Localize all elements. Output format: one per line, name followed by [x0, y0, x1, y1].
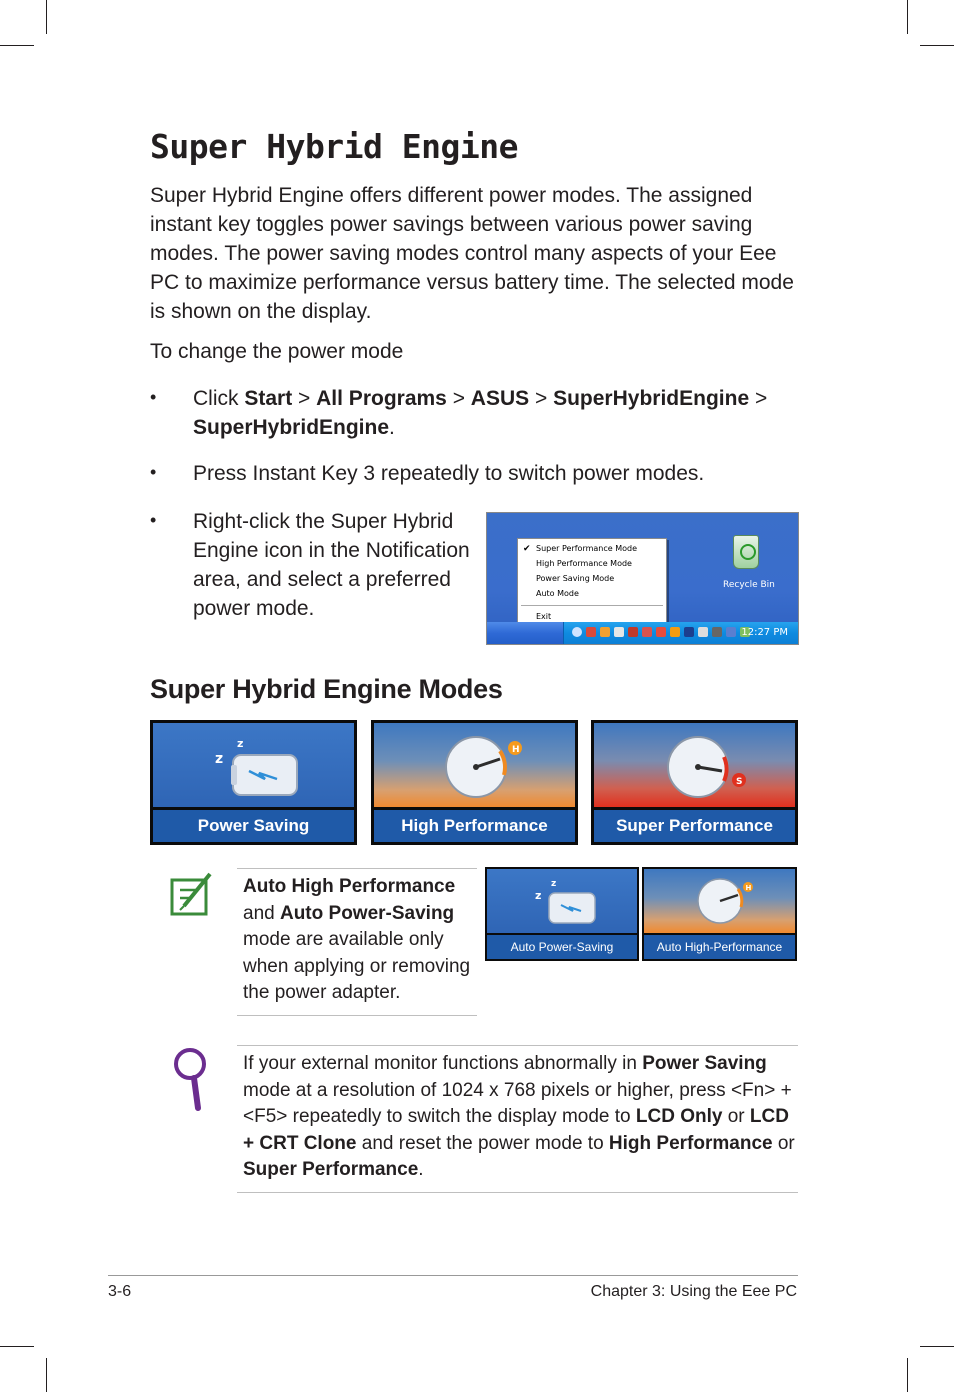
- notification-area-screenshot: [486, 512, 799, 645]
- badge-h: H: [512, 745, 520, 755]
- intro-paragraph: Super Hybrid Engine offers different power modes. The assigned instant key toggles power savings between various power saving modes. The power saving modes control many aspects of your Eee PC to maximize performance versus battery time. The selected mode is shown on the display.: [150, 184, 794, 323]
- crop-mark: [0, 45, 34, 46]
- mode-tile-auto-high-performance: [642, 867, 797, 961]
- mode-tile-super-performance: [591, 720, 798, 845]
- mode-label-super-performance: Super Performance: [594, 810, 795, 842]
- gauge-icon: [594, 723, 795, 807]
- menu-item-auto-mode[interactable]: Auto Mode: [536, 589, 579, 598]
- monitor-icon[interactable]: [698, 627, 708, 637]
- tip-external-monitor: If your external monitor functions abnormally in Power Saving mode at a resolution of 1024 x 768 pixels or higher, press <Fn> + <F5> repeatedly to switch the display mode to LCD Only or LCD + CRT Clone and reset the power mode to High Performance or Super Performance.: [243, 1053, 795, 1180]
- notification-area: [563, 622, 798, 644]
- tray-icon[interactable]: [628, 627, 638, 637]
- tray-icon[interactable]: [614, 627, 624, 637]
- high-performance-face: [374, 723, 575, 807]
- mode-label-auto-high-performance: Auto High-Performance: [644, 935, 795, 959]
- recycle-bin-label: Recycle Bin: [723, 580, 775, 590]
- crop-mark: [46, 1358, 47, 1392]
- bullet-dot: •: [150, 462, 157, 482]
- gauge-icon: [374, 723, 575, 807]
- mode-tile-power-saving: [150, 720, 357, 845]
- badge-s: S: [736, 777, 743, 787]
- crop-mark: [0, 1346, 34, 1347]
- svg-text:z: z: [215, 751, 224, 767]
- gauge-icon: [644, 869, 795, 933]
- super-performance-face: [594, 723, 795, 807]
- recycle-bin-icon: [733, 535, 759, 569]
- tray-icon[interactable]: [600, 627, 610, 637]
- menu-separator: [521, 605, 663, 606]
- note-icon: [170, 868, 214, 923]
- footer-rule: [108, 1275, 798, 1276]
- tray-icon[interactable]: [712, 627, 722, 637]
- crop-mark: [920, 1346, 954, 1347]
- bullet-click-path: Click Start > All Programs > ASUS > SuperHybridEngine > SuperHybridEngine.: [193, 387, 768, 439]
- auto-power-saving-face: [487, 869, 637, 933]
- svg-text:z: z: [551, 879, 557, 889]
- mode-tile-auto-power-saving: [485, 867, 639, 961]
- modes-section-title: Super Hybrid Engine Modes: [150, 674, 503, 704]
- mode-label-power-saving: Power Saving: [153, 810, 354, 842]
- power-saving-face: [153, 723, 354, 807]
- page-number: 3-6: [108, 1283, 132, 1300]
- page-title: Super Hybrid Engine: [150, 127, 518, 166]
- bullet-right-click: Right-click the Super Hybrid Engine icon in the Notification area, and select a preferred power mode.: [193, 510, 470, 620]
- bullet-instant-key: Press Instant Key 3 repeatedly to switch power modes.: [193, 462, 705, 485]
- menu-item-power-saving[interactable]: Power Saving Mode: [536, 574, 615, 583]
- tray-icon[interactable]: [656, 627, 666, 637]
- auto-high-performance-face: [644, 869, 795, 933]
- taskbar-clock: 12:27 PM: [741, 627, 788, 638]
- taskbar: [487, 622, 798, 644]
- magnifier-tip-icon: [172, 1046, 212, 1119]
- bullet-dot: •: [150, 510, 157, 530]
- crop-mark: [920, 45, 954, 46]
- menu-item-super-performance[interactable]: Super Performance Mode: [536, 544, 638, 553]
- note-auto-modes: Auto High Performance and Auto Power-Saving mode are available only when applying or removing the power adapter.: [243, 876, 471, 1003]
- she-context-menu: [517, 538, 667, 632]
- tray-icon[interactable]: [670, 627, 680, 637]
- change-mode-text: To change the power mode: [150, 340, 404, 363]
- tip-top-rule: [237, 1045, 798, 1046]
- mode-label-high-performance: High Performance: [374, 810, 575, 842]
- battery-sleep-icon: [487, 869, 637, 933]
- menu-item-high-performance[interactable]: High Performance Mode: [536, 559, 632, 568]
- menu-item-exit[interactable]: Exit: [536, 612, 552, 621]
- svg-text:z: z: [535, 889, 542, 902]
- tray-icon[interactable]: [642, 627, 652, 637]
- chapter-footer: Chapter 3: Using the Eee PC: [590, 1283, 797, 1300]
- crop-mark: [907, 1358, 908, 1392]
- check-icon: ✔: [523, 544, 531, 554]
- badge-h: H: [745, 884, 752, 892]
- tray-icon[interactable]: [586, 627, 596, 637]
- svg-text:z: z: [237, 737, 244, 750]
- battery-sleep-icon: [153, 723, 354, 807]
- note-top-rule: [237, 868, 477, 869]
- mode-label-auto-power-saving: Auto Power-Saving: [487, 935, 637, 959]
- note-bottom-rule: [237, 1015, 477, 1016]
- mode-tile-high-performance: [371, 720, 578, 845]
- bullet-dot: •: [150, 387, 157, 407]
- tip-bottom-rule: [237, 1192, 798, 1193]
- crop-mark: [907, 0, 908, 34]
- crop-mark: [46, 0, 47, 34]
- bluetooth-icon[interactable]: [684, 627, 694, 637]
- she-tray-icon[interactable]: [572, 627, 582, 637]
- tray-icon[interactable]: [726, 627, 736, 637]
